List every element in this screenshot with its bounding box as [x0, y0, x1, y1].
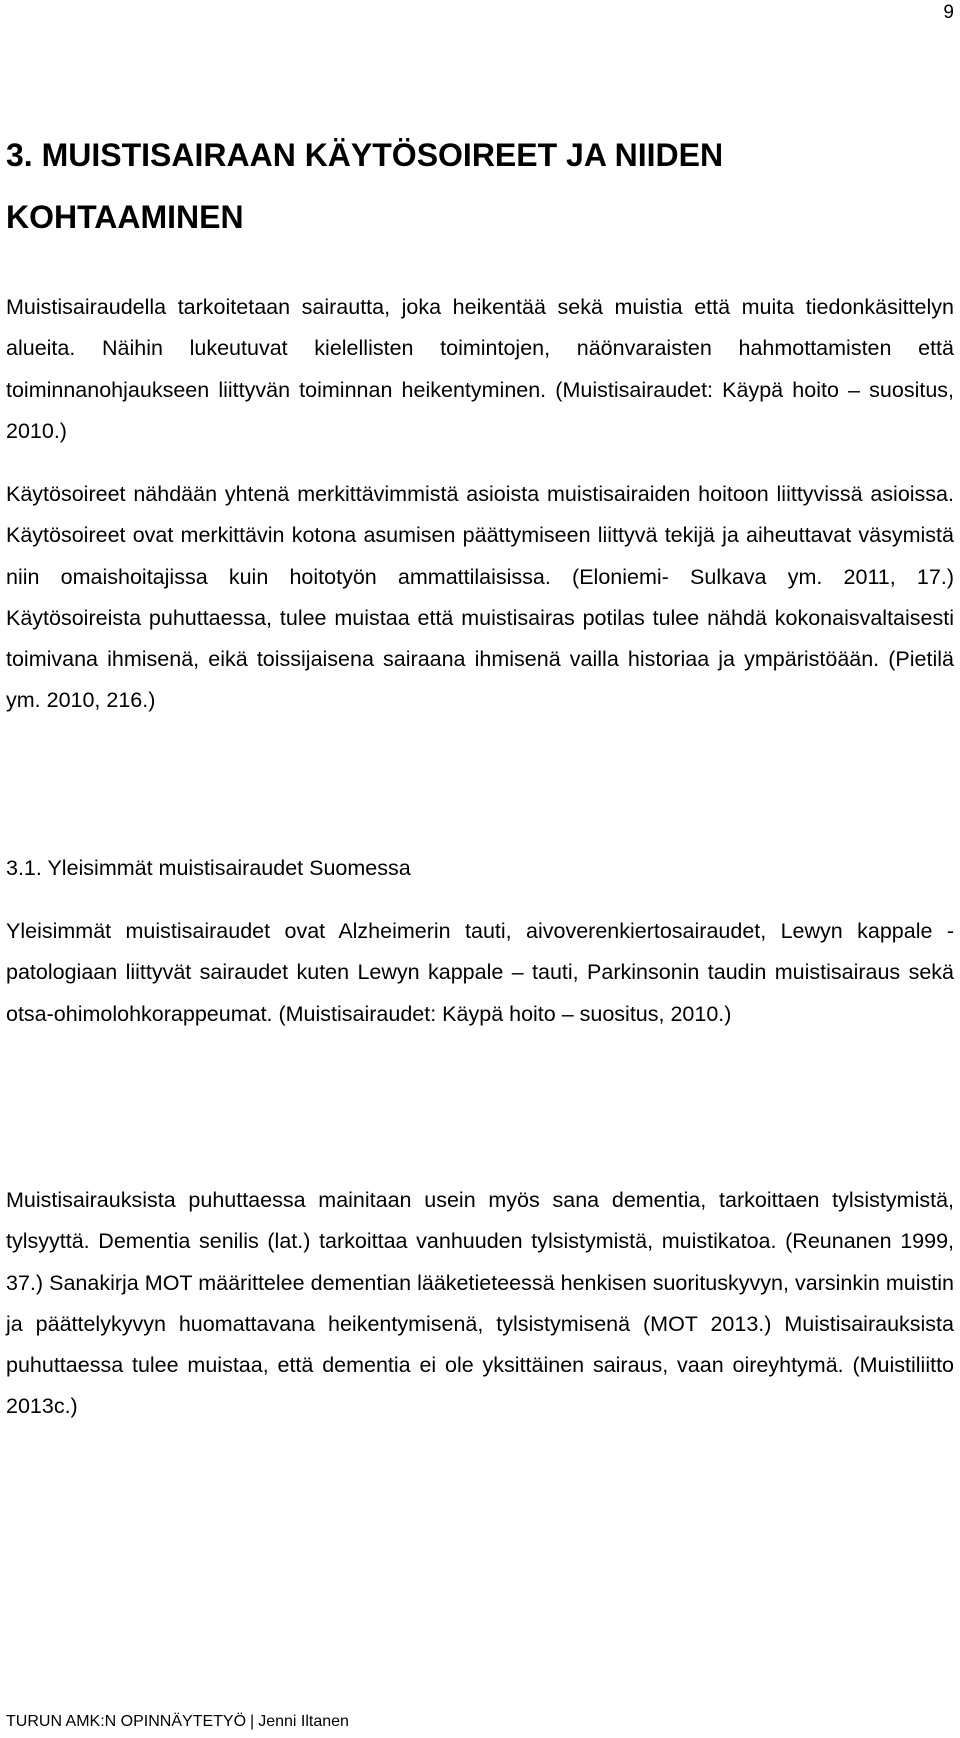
- footer-author: Jenni Iltanen: [258, 1713, 349, 1730]
- section-paragraph-2: Muistisairauksista puhuttaessa mainitaan usein myös sana dementia, tarkoittaen tylsistymistä, tylsyyttä. Dementia senilis (lat.) tarkoittaa vanhuuden tylsistymistä, muistikatoa. (Reunanen 1999, 37.) Sanakirja MOT määrittelee dementian lääketieteessä henkisen suorituskyvyn, varsinkin muistin ja päättelykyvyn huomattavana heikentymisenä, tylsistymisenä (MOT 2013.) Muistisairauksista puhuttaessa tulee muistaa, että dementia ei ole yksittäinen sairaus, vaan oireyhtymä. (Muistiliitto 2013c.): [6, 1188, 954, 1419]
- footer-institution: TURUN AMK:N OPINNÄYTETYÖ: [6, 1713, 247, 1730]
- section-heading: 3.1. Yleisimmät muistisairaudet Suomessa: [6, 856, 411, 880]
- body-paragraph-1: Muistisairaudella tarkoitetaan sairautta, joka heikentää sekä muistia että muita tiedonkäsittelyn alueita. Näihin lukeutuvat kielellisten toimintojen, näönvaraisten hahmottamisten että toiminnanohjaukseen liittyvän toiminnan heikentyminen. (Muistisairaudet: Käypä hoito – suositus, 2010.): [6, 295, 954, 443]
- section-paragraph-1: Yleisimmät muistisairaudet ovat Alzheimerin tauti, aivoverenkiertosairaudet, Lewyn kappale -patologiaan liittyvät sairaudet kuten Lewyn kappale – tauti, Parkinsonin taudin muistisairaus sekä otsa-ohimolohkorappeumat. (Muistisairaudet: Käypä hoito – suositus, 2010.): [6, 919, 954, 1026]
- page-footer: [6, 1712, 349, 1732]
- page-number: 9: [943, 2, 954, 23]
- body-paragraph-2: Käytösoireet nähdään yhtenä merkittävimmistä asioista muistisairaiden hoitoon liittyvissä asioissa. Käytösoireet ovat merkittävin kotona asumisen päättymiseen liittyvä tekijä ja aiheuttavat väsymistä niin omaishoitajissa kuin hoitotyön ammattilaisissa. (Eloniemi- Sulkava ym. 2011, 17.) Käytösoireista puhuttaessa, tulee muistaa että muistisairas potilas tulee nähdä kokonaisvaltaisesti toimivana ihmisenä, eikä toissijaisena sairaana ihmisenä vailla historiaa ja ympäristöään. (Pietilä ym. 2010, 216.): [6, 482, 954, 713]
- footer-separator: |: [250, 1713, 255, 1730]
- chapter-heading: 3. MUISTISAIRAAN KÄYTÖSOIREET JA NIIDEN KOHTAAMINEN: [6, 137, 724, 235]
